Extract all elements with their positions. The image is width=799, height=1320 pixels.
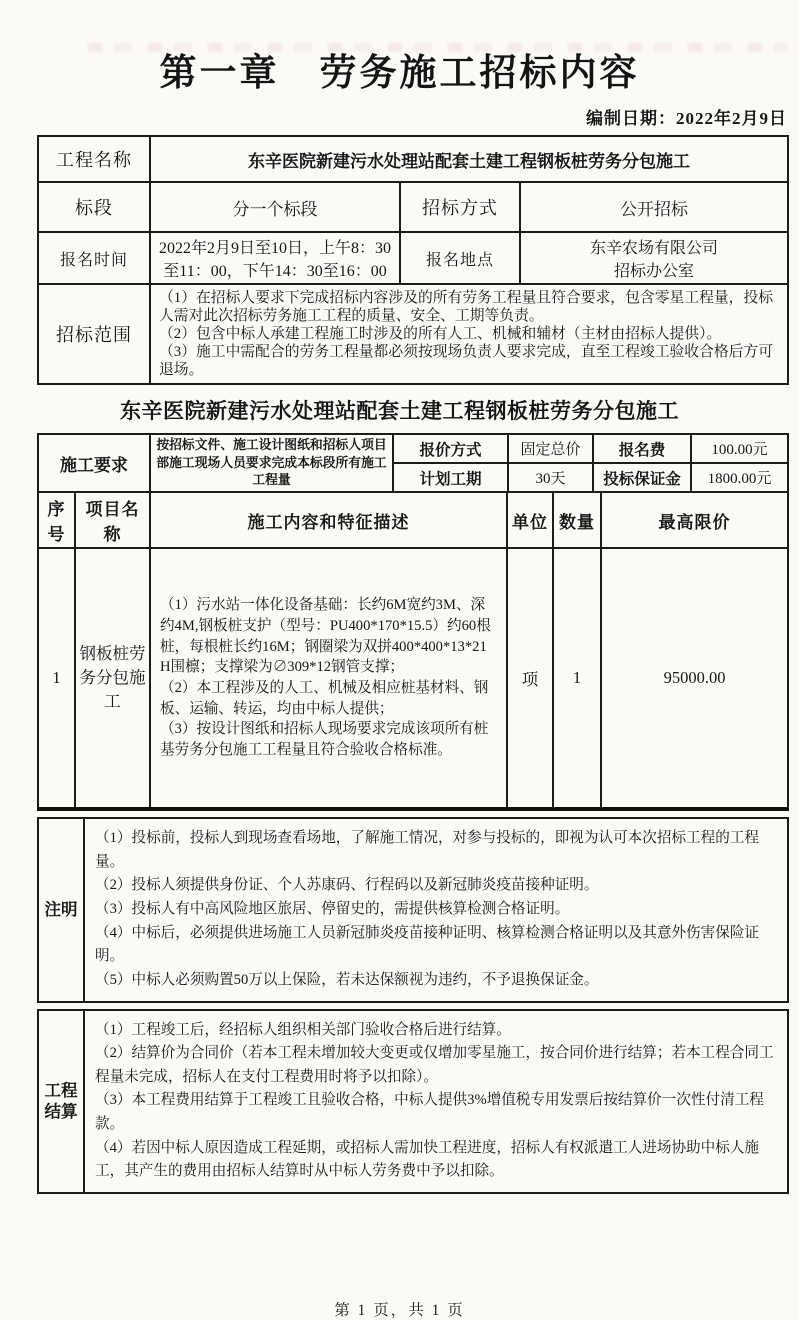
scope-label: 招标范围	[38, 284, 150, 384]
scan-artifact-strip	[88, 43, 788, 52]
settlement-item: （1）工程竣工后，经招标人组织相关部门验收合格后进行结算。	[95, 1021, 511, 1038]
col-header-desc: 施工内容和特征描述	[150, 492, 507, 548]
compile-date: 编制日期：2022年2月9日	[586, 109, 787, 128]
page-number: 第 1 页，共 1 页	[334, 1302, 465, 1319]
item-desc-paragraph: （2）本工程涉及的人工、机械及相应桩基材料、钢板、运输、转运，均由中标人提供；	[160, 680, 489, 717]
note-item: （5）中标人必须购置50万以上保险，若未达保额视为违约，不予退换保证金。	[95, 971, 599, 988]
settlement-content	[84, 1010, 788, 1193]
note-item: （2）投标人须提供身份证、个人苏康码、行程码以及新冠肺炎疫苗接种证明。	[95, 877, 599, 894]
notes-label: 注明	[38, 818, 84, 1001]
settlement-item: （3）本工程费用结算于工程竣工且验收合格，中标人提供3%增值税专用发票后按结算价一次性付清工程款。	[95, 1092, 764, 1133]
notes-box	[37, 817, 789, 1002]
table-row	[38, 434, 788, 463]
item-row	[38, 548, 788, 809]
col-header-maxprice: 最高限价	[601, 492, 788, 548]
item-unit: 项	[507, 548, 553, 809]
table-row	[38, 136, 788, 182]
tender-method-label: 招标方式	[400, 182, 520, 232]
project-name-label: 工程名称	[38, 136, 150, 182]
section-heading: 东辛医院新建污水处理站配套土建工程钢板桩劳务分包施工	[120, 400, 679, 424]
signup-time-value: 2022年2月9日至10日，上午8：30至11：00，下午14：30至16：00	[150, 232, 400, 284]
duration-value: 30天	[508, 463, 593, 492]
item-desc-paragraph: （1）污水站一体化设备基础：长约6M宽约3M、深约4M,钢板桩支护（型号：PU400*170*15.5）约60根桩，每根桩长约16M；钢圈梁为双拼400*400*13*21H围檩；支撑梁为∅309*12钢管支撑；	[160, 597, 491, 676]
signup-time-label: 报名时间	[38, 232, 150, 284]
item-max-price: 95000.00	[601, 548, 788, 809]
req-value: 按招标文件、施工设计图纸和招标人项目部施工现场人员要求完成本标段所有施工工程量	[150, 434, 393, 492]
table-row	[38, 232, 788, 284]
table-row	[38, 1010, 788, 1193]
document-title: 第一章 劳务施工招标内容	[159, 53, 640, 94]
section-value: 分一个标段	[150, 182, 400, 232]
item-qty: 1	[553, 548, 601, 809]
req-label: 施工要求	[38, 434, 150, 492]
requirements-table	[37, 433, 789, 493]
item-desc-paragraph: （3）按设计图纸和招标人现场要求完成该项所有桩基劳务分包施工工程量且符合验收合格标准。	[160, 721, 489, 759]
settlement-box	[37, 1009, 789, 1194]
tender-method-value: 公开招标	[520, 182, 788, 232]
signup-fee-value: 100.00元	[691, 434, 788, 463]
col-header-no: 序号	[38, 492, 75, 548]
quote-method-value: 固定总价	[508, 434, 593, 463]
notes-content	[84, 818, 788, 1001]
scanned-tender-document	[0, 42, 799, 1319]
scope-value	[150, 284, 788, 384]
section-label: 标段	[38, 182, 150, 232]
scope-item: （2）包含中标人承建工程施工时涉及的所有人工、机械和辅材（主材由招标人提供）。	[159, 326, 722, 343]
settlement-label: 工程结算	[38, 1010, 84, 1193]
project-info-table	[37, 135, 789, 385]
bid-deposit-label: 投标保证金	[593, 463, 691, 492]
note-item: （3）投标人有中高风险地区旅居、停留史的，需提供核算检测合格证明。	[95, 900, 570, 917]
signup-place-label: 报名地点	[400, 232, 520, 284]
duration-label: 计划工期	[393, 463, 508, 492]
col-header-name: 项目名称	[75, 492, 150, 548]
note-item: （1）投标前，投标人到现场查看场地，了解施工情况，对参与投标的，即视为认可本次招标工程的工程量。	[95, 830, 760, 870]
signup-place-line2: 招标办公室	[614, 263, 695, 280]
table-row	[38, 284, 788, 384]
col-header-unit: 单位	[507, 492, 553, 548]
note-item: （4）中标后，必须提供进场施工人员新冠肺炎疫苗接种证明、核算检测合格证明以及其意外伤害保险证明。	[95, 924, 760, 965]
items-table	[37, 491, 789, 811]
settlement-item: （2）结算价为合同价（若本工程未增加较大变更或仅增加零星施工，按合同价进行结算；若本工程合同工程量未完成，招标人在支付工程费用时将予以扣除）。	[95, 1045, 774, 1085]
signup-place-value	[520, 232, 788, 284]
item-description	[150, 548, 507, 809]
item-name: 钢板桩劳务分包施工	[75, 548, 150, 809]
col-header-qty: 数量	[553, 492, 601, 548]
table-row	[38, 818, 788, 1001]
items-header-row	[38, 492, 788, 548]
table-row	[38, 182, 788, 232]
bid-deposit-value: 1800.00元	[691, 463, 788, 492]
scope-item: （1）在招标人要求下完成招标内容涉及的所有劳务工程量且符合要求，包含零星工程量，投标人需对此次招标劳务施工工程的质量、安全、工期等负责。	[159, 290, 774, 325]
signup-place-line1: 东辛农场有限公司	[590, 240, 719, 257]
scope-item: （3）施工中需配合的劳务工程量都必须按现场负责人要求完成，直至工程竣工验收合格后方可退场。	[159, 344, 774, 379]
signup-fee-label: 报名费	[593, 434, 691, 463]
quote-method-label: 报价方式	[393, 434, 508, 463]
settlement-item: （4）若因中标人原因造成工程延期，或招标人需加快工程进度，招标人有权派遣工人进场协助中标人施工，其产生的费用由招标人结算时从中标人劳务费中予以扣除。	[95, 1139, 760, 1180]
item-no: 1	[38, 548, 75, 809]
project-name-value: 东辛医院新建污水处理站配套土建工程钢板桩劳务分包施工	[150, 136, 788, 182]
